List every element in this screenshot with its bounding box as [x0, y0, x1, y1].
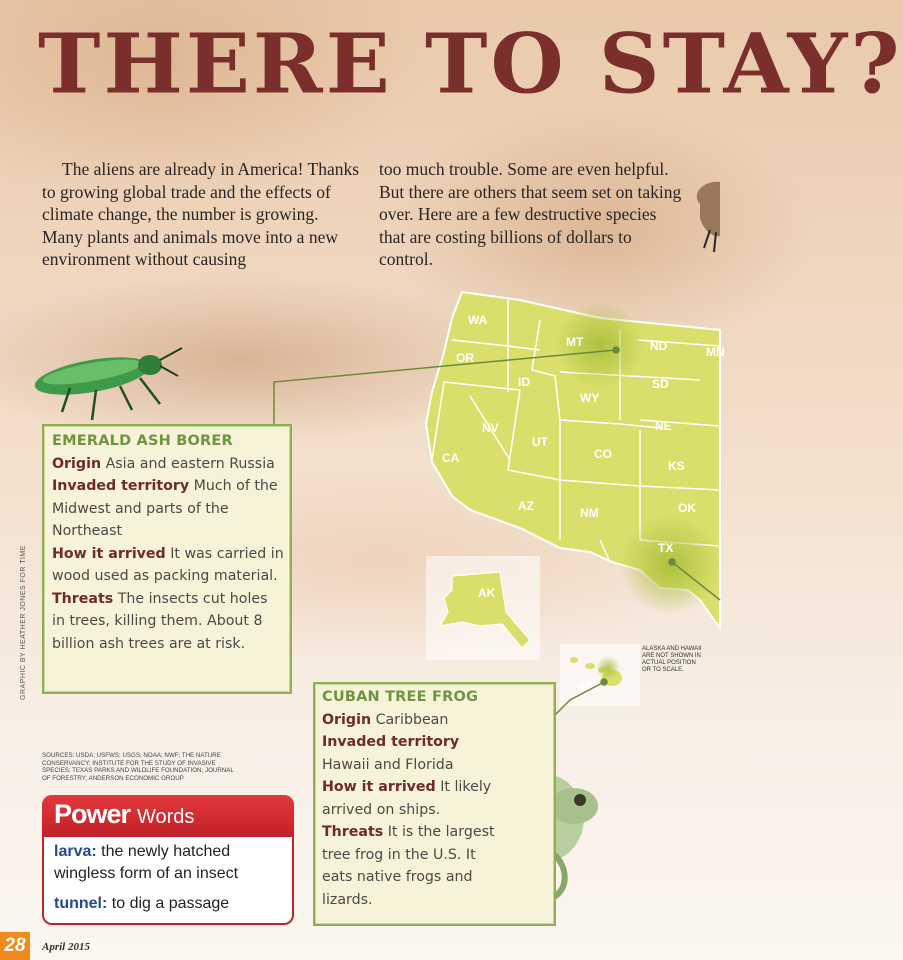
- intro-column-1: The aliens are already in America! Thanks to growing global trade and the effects of climate change, the number is growing. Many plants and animals move into a new environment without causing: [42, 159, 360, 269]
- arrived-label: How it arrived: [322, 779, 436, 795]
- power-word-text: the newly hatched wingless form of an insect: [54, 843, 239, 882]
- power-words-title-bold: Power: [54, 799, 131, 829]
- state-label-wa: WA: [468, 313, 488, 327]
- power-word-term: larva:: [54, 843, 97, 860]
- territory-label: Invaded territory: [52, 478, 190, 494]
- threats-value: The insects cut holes in trees, killing them. About 8 billion ash trees are at risk.: [52, 590, 268, 652]
- issue-date: April 2015: [42, 941, 90, 953]
- origin-value: Caribbean: [375, 711, 449, 728]
- power-word-text: to dig a passage: [111, 895, 230, 912]
- power-words-box: [42, 795, 294, 925]
- state-label-tx: TX: [658, 541, 674, 555]
- state-label-nd: ND: [650, 339, 668, 353]
- power-word-term: tunnel:: [54, 895, 108, 912]
- power-word-definition: [54, 893, 290, 915]
- intro-column-2: too much trouble. Some are even helpful. But there are others that seem set on taking over. Here are a few destructive species that are costing billions of dollars to control.: [379, 159, 682, 269]
- origin-row: [52, 453, 284, 476]
- page-title: THERE TO STAY?: [38, 15, 903, 113]
- threats-value: It is the largest tree frog in the U.S. It eats native frogs and lizards.: [322, 824, 495, 908]
- arrived-value: It likely arrived on ships.: [322, 779, 492, 818]
- threats-label: Threats: [322, 824, 384, 840]
- state-label-nm: NM: [580, 506, 599, 520]
- emerald-ash-borer-card: [42, 424, 292, 694]
- state-label-az: AZ: [518, 499, 534, 513]
- emerald-ash-borer-icon: [32, 348, 182, 420]
- origin-row: [322, 709, 548, 732]
- threats-row: [322, 821, 497, 911]
- state-label-ok: OK: [678, 501, 696, 515]
- origin-value: Asia and eastern Russia: [105, 455, 275, 472]
- state-label-mn: MN: [706, 345, 725, 359]
- state-label-ut: UT: [532, 435, 548, 449]
- graphic-credit: GRAPHIC BY HEATHER JONES FOR TIME: [20, 545, 27, 700]
- state-label-nv: NV: [482, 421, 499, 435]
- origin-label: Origin: [322, 711, 372, 728]
- shell-creature-icon: [697, 182, 720, 252]
- state-label-or: OR: [456, 351, 474, 365]
- card-heading: EMERALD ASH BORER: [52, 433, 233, 449]
- state-label-hi: HI: [580, 679, 592, 693]
- state-label-id: ID: [518, 375, 530, 389]
- map-scale-note: ALASKA AND HAWAII ARE NOT SHOWN IN ACTUAL POSITION OR TO SCALE.: [642, 646, 702, 673]
- state-label-ne: NE: [655, 419, 672, 433]
- territory-label: Invaded territory: [322, 734, 460, 750]
- arrived-label: How it arrived: [52, 545, 166, 562]
- origin-label: Origin: [52, 455, 102, 472]
- state-label-ca: CA: [442, 451, 460, 465]
- threats-label: Threats: [52, 590, 114, 607]
- cuban-tree-frog-card: [313, 682, 556, 926]
- card-heading: CUBAN TREE FROG: [322, 689, 479, 705]
- state-label-co: CO: [594, 447, 612, 461]
- threats-row: [52, 588, 284, 656]
- territory-row: [322, 731, 472, 776]
- power-word-definition: [54, 841, 290, 885]
- state-label-wy: WY: [580, 391, 600, 405]
- state-label-mt: MT: [566, 335, 584, 349]
- power-words-title-rest: Words: [137, 806, 195, 828]
- page-number: 28: [0, 932, 30, 960]
- territory-value: Much of the Midwest and parts of the Northeast: [52, 478, 278, 539]
- power-words-header: [42, 795, 294, 837]
- arrived-value: It was carried in wood used as packing material.: [52, 545, 284, 584]
- sources-note: SOURCES: USDA; USFWS; USGS; NOAA; NWF; THE NATURE CONSERVANCY; INSTITUTE FOR THE STUDY OF INVASIVE SPECIES; TEXAS PARKS AND WILDLIFE FOUNDATION; JOURNAL OF FORESTRY; ANDERSON ECONOMIC GROUP: [42, 752, 234, 782]
- state-label-ks: KS: [668, 459, 685, 473]
- arrived-row: [52, 543, 284, 588]
- territory-value: Hawaii and Florida: [322, 756, 454, 773]
- arrived-row: [322, 776, 492, 821]
- state-label-ak: AK: [478, 586, 496, 600]
- state-label-sd: SD: [652, 377, 669, 391]
- territory-row: [52, 475, 284, 543]
